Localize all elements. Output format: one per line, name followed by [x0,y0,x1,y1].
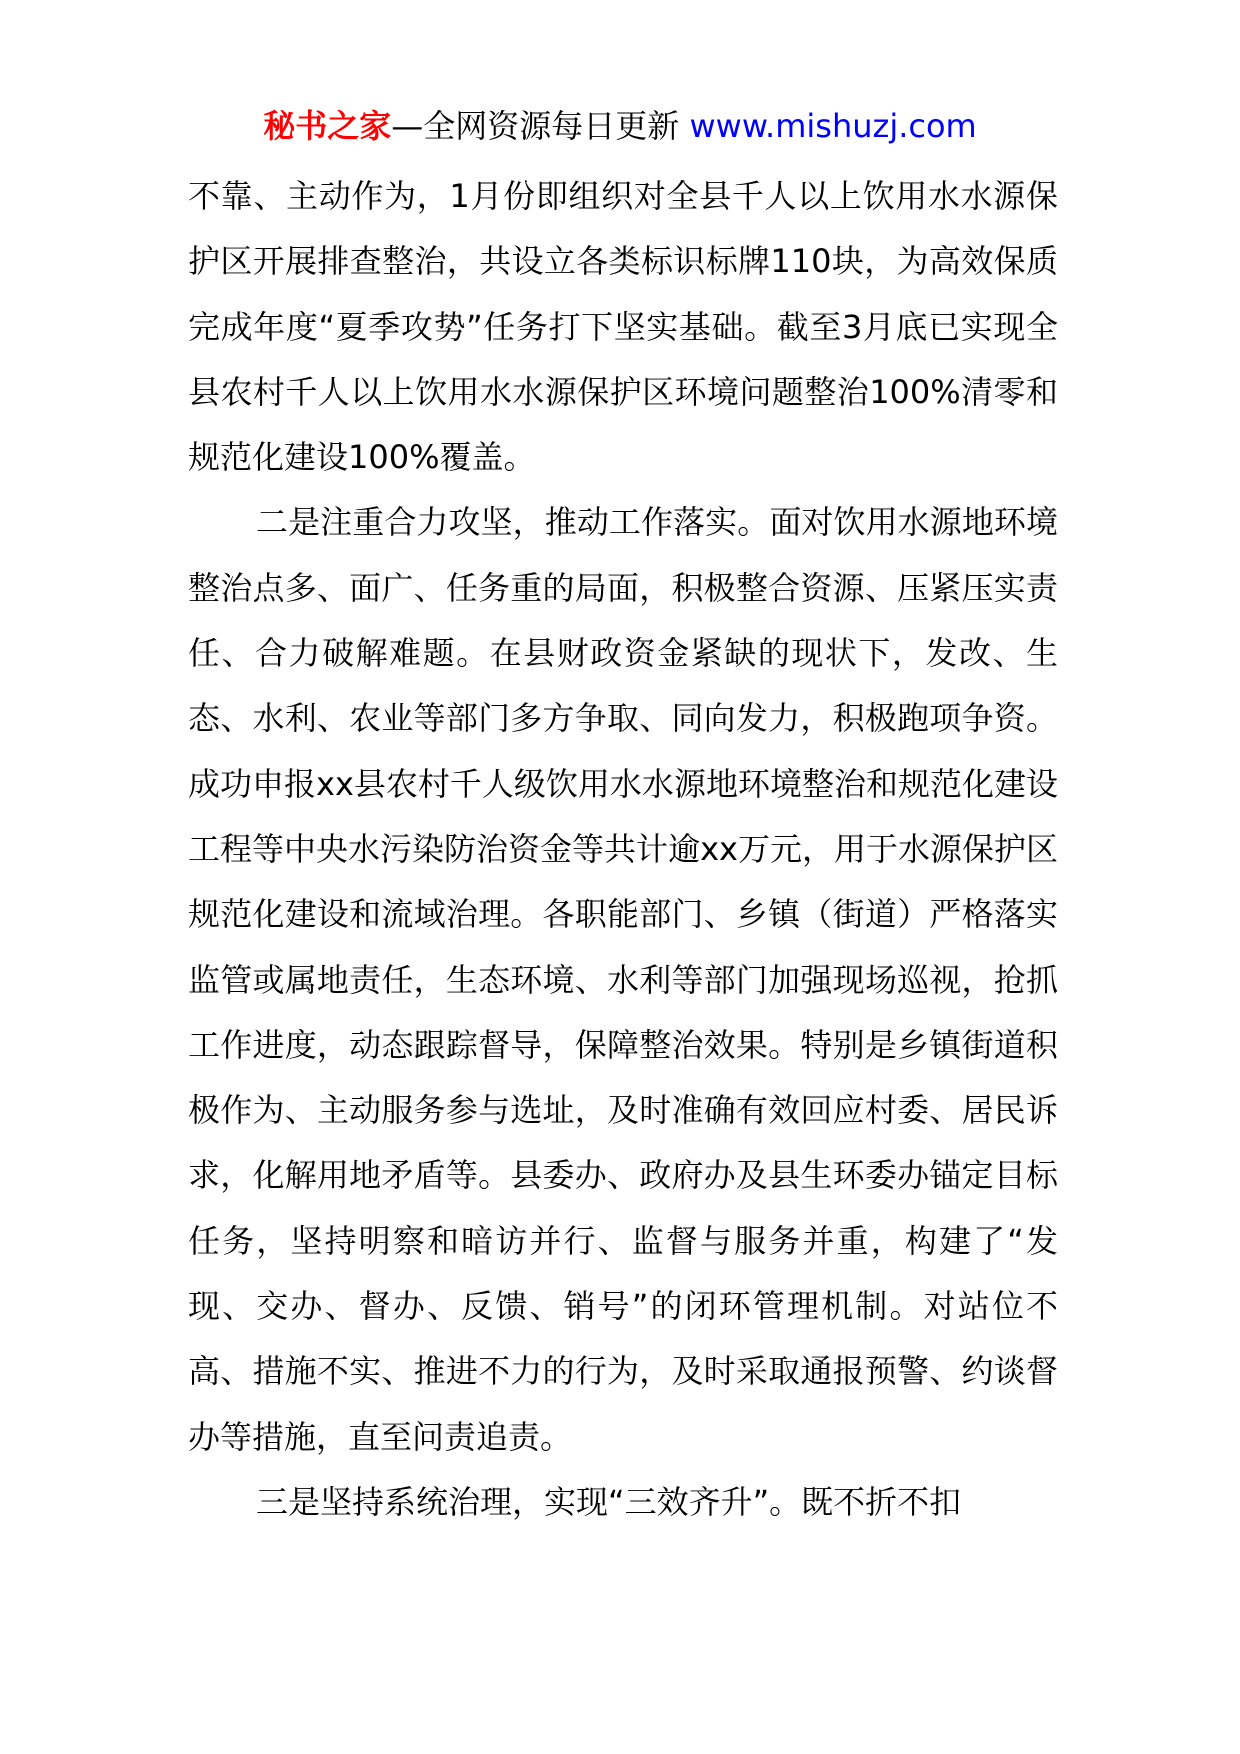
site-url-link[interactable]: www.mishuzj.com [689,107,977,145]
paragraph-point-two: 二是注重合力攻坚，推动工作落实。面对饮用水源地环境整治点多、面广、任务重的局面，积极整合资源、压紧压实责任、合力破解难题。在县财政资金紧缺的现状下，发改、生态、水利、农业等部门多方争取、同向发力，积极跑项争资。成功申报xx县农村千人级饮用水水源地环境整治和规范化建设工程等中央水污染防治资金等共计逾xx万元，用于水源保护区规范化建设和流域治理。各职能部门、乡镇（街道）严格落实监管或属地责任，生态环境、水利等部门加强现场巡视，抢抓工作进度，动态跟踪督导，保障整治效果。特别是乡镇街道积极作为、主动服务参与选址，及时准确有效回应村委、居民诉求，化解用地矛盾等。县委办、政府办及县生环委办锚定目标任务，坚持明察和暗访并行、监督与服务并重，构建了“发现、交办、督办、反馈、销号”的闭环管理机制。对站位不高、措施不实、推进不力的行为，及时采取通报预警、约谈督办等措施，直至问责追责。 [188,503,1058,1456]
site-header [0,98,1240,154]
paragraph-point-three: 三是坚持系统治理，实现“三效齐升”。既不折不扣 [256,1482,962,1521]
document-body [188,164,1058,1535]
paragraph-continuation: 不靠、主动作为，1月份即组织对全县千人以上饮用水水源保护区开展排查整治，共设立各类标识标牌110块，为高效保质完成年度“夏季攻势”任务打下坚实基础。截至3月底已实现全县农村千人以上饮用水水源保护区环境问题整治100%清零和规范化建设100%覆盖。 [188,177,1058,477]
site-brand: 秘书之家 [263,107,392,145]
site-tagline: —全网资源每日更新 [391,107,680,145]
